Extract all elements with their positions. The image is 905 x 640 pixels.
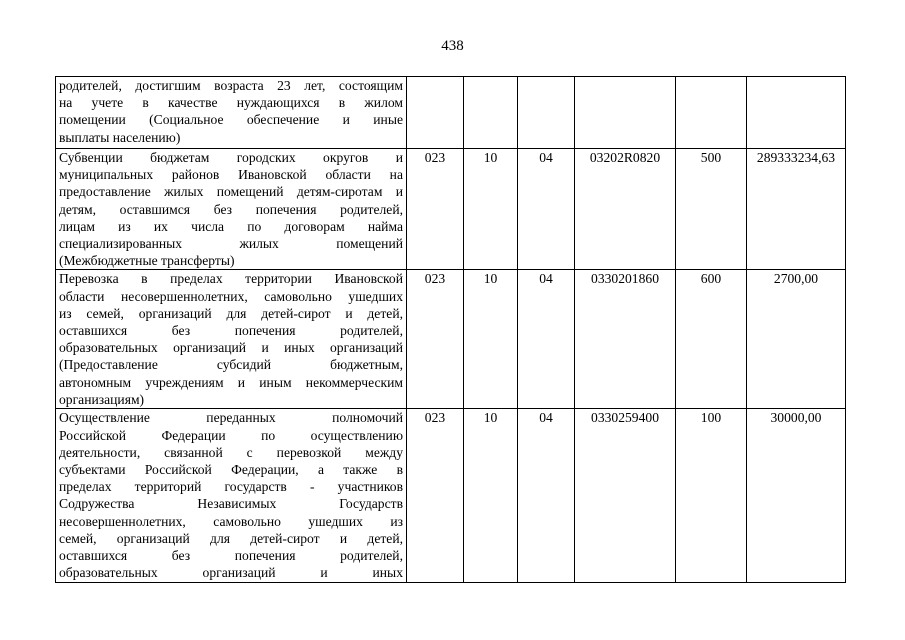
section-code: 10 [464, 270, 518, 409]
description-line: оставшихся без попечения родителей, [59, 548, 403, 564]
description-line: на учете в качестве нуждающихся в жилом [59, 95, 403, 111]
ministry-code [407, 77, 464, 149]
description-line: семей, организаций для детей-сирот и детей, [59, 530, 403, 546]
row-description [56, 77, 407, 149]
subsection-code: 04 [518, 149, 575, 270]
amount-value [747, 77, 846, 149]
row-description [56, 149, 407, 270]
subsection-code: 04 [518, 270, 575, 409]
description-line: Перевозка в пределах территории Ивановской [59, 271, 403, 287]
description-line: субъектами Российской Федерации, а также в [59, 462, 403, 478]
description-line: деятельности, связанной с перевозкой между [59, 444, 403, 460]
description-line: специализированных жилых помещений [59, 236, 403, 252]
row-description [56, 270, 407, 409]
expense-type-code [676, 77, 747, 149]
description-line: несовершеннолетних, самовольно ушедших из [59, 513, 403, 529]
description-line: образовательных организаций и иных [59, 565, 403, 581]
target-article-code [575, 77, 676, 149]
description-line: оставшихся без попечения родителей, [59, 323, 403, 339]
description-line: лицам из их числа по договорам найма [59, 218, 403, 234]
row-description [56, 409, 407, 583]
description-line: из семей, организаций для детей-сирот и детей, [59, 305, 403, 321]
description-line: Содружества Независимых Государств [59, 496, 403, 512]
page-number: 438 [441, 38, 464, 54]
ministry-code: 023 [407, 270, 464, 409]
description-line: предоставление жилых помещений детям-сиротам и [59, 184, 403, 200]
amount-value: 30000,00 [747, 409, 846, 583]
expense-type-code: 600 [676, 270, 747, 409]
description-line: области несовершеннолетних, самовольно ушедших [59, 288, 403, 304]
description-line: муниципальных районов Ивановской области на [59, 167, 403, 183]
target-article-code: 03202R0820 [575, 149, 676, 270]
description-line: пределах территорий государств - участников [59, 479, 403, 495]
description-line: (Предоставление субсидий бюджетным, [59, 357, 403, 373]
expense-type-code: 100 [676, 409, 747, 583]
description-line: организациям) [59, 391, 145, 407]
table-row [56, 270, 846, 409]
description-line: родителей, достигшим возраста 23 лет, состоящим [59, 78, 403, 93]
ministry-code: 023 [407, 409, 464, 583]
subsection-code [518, 77, 575, 149]
table-row [56, 77, 846, 149]
section-code [464, 77, 518, 149]
table-body [56, 77, 846, 583]
description-line: автономным учреждениям и иным некоммерческим [59, 374, 403, 390]
budget-table [55, 76, 846, 583]
amount-value: 289333234,63 [747, 149, 846, 270]
table-row [56, 409, 846, 583]
description-line: выплаты населению) [59, 129, 181, 145]
expense-type-code: 500 [676, 149, 747, 270]
subsection-code: 04 [518, 409, 575, 583]
table-row [56, 149, 846, 270]
target-article-code: 0330259400 [575, 409, 676, 583]
description-line: (Межбюджетные трансферты) [59, 253, 235, 269]
description-line: Субвенции бюджетам городских округов и [59, 150, 403, 165]
amount-value: 2700,00 [747, 270, 846, 409]
target-article-code: 0330201860 [575, 270, 676, 409]
description-line: помещении (Социальное обеспечение и иные [59, 112, 403, 128]
ministry-code: 023 [407, 149, 464, 270]
section-code: 10 [464, 409, 518, 583]
section-code: 10 [464, 149, 518, 270]
description-line: Российской Федерации по осуществлению [59, 427, 403, 443]
description-line: Осуществление переданных полномочий [59, 410, 403, 426]
description-line: образовательных организаций и иных организаций [59, 340, 403, 356]
description-line: детям, оставшимся без попечения родителей, [59, 201, 403, 217]
